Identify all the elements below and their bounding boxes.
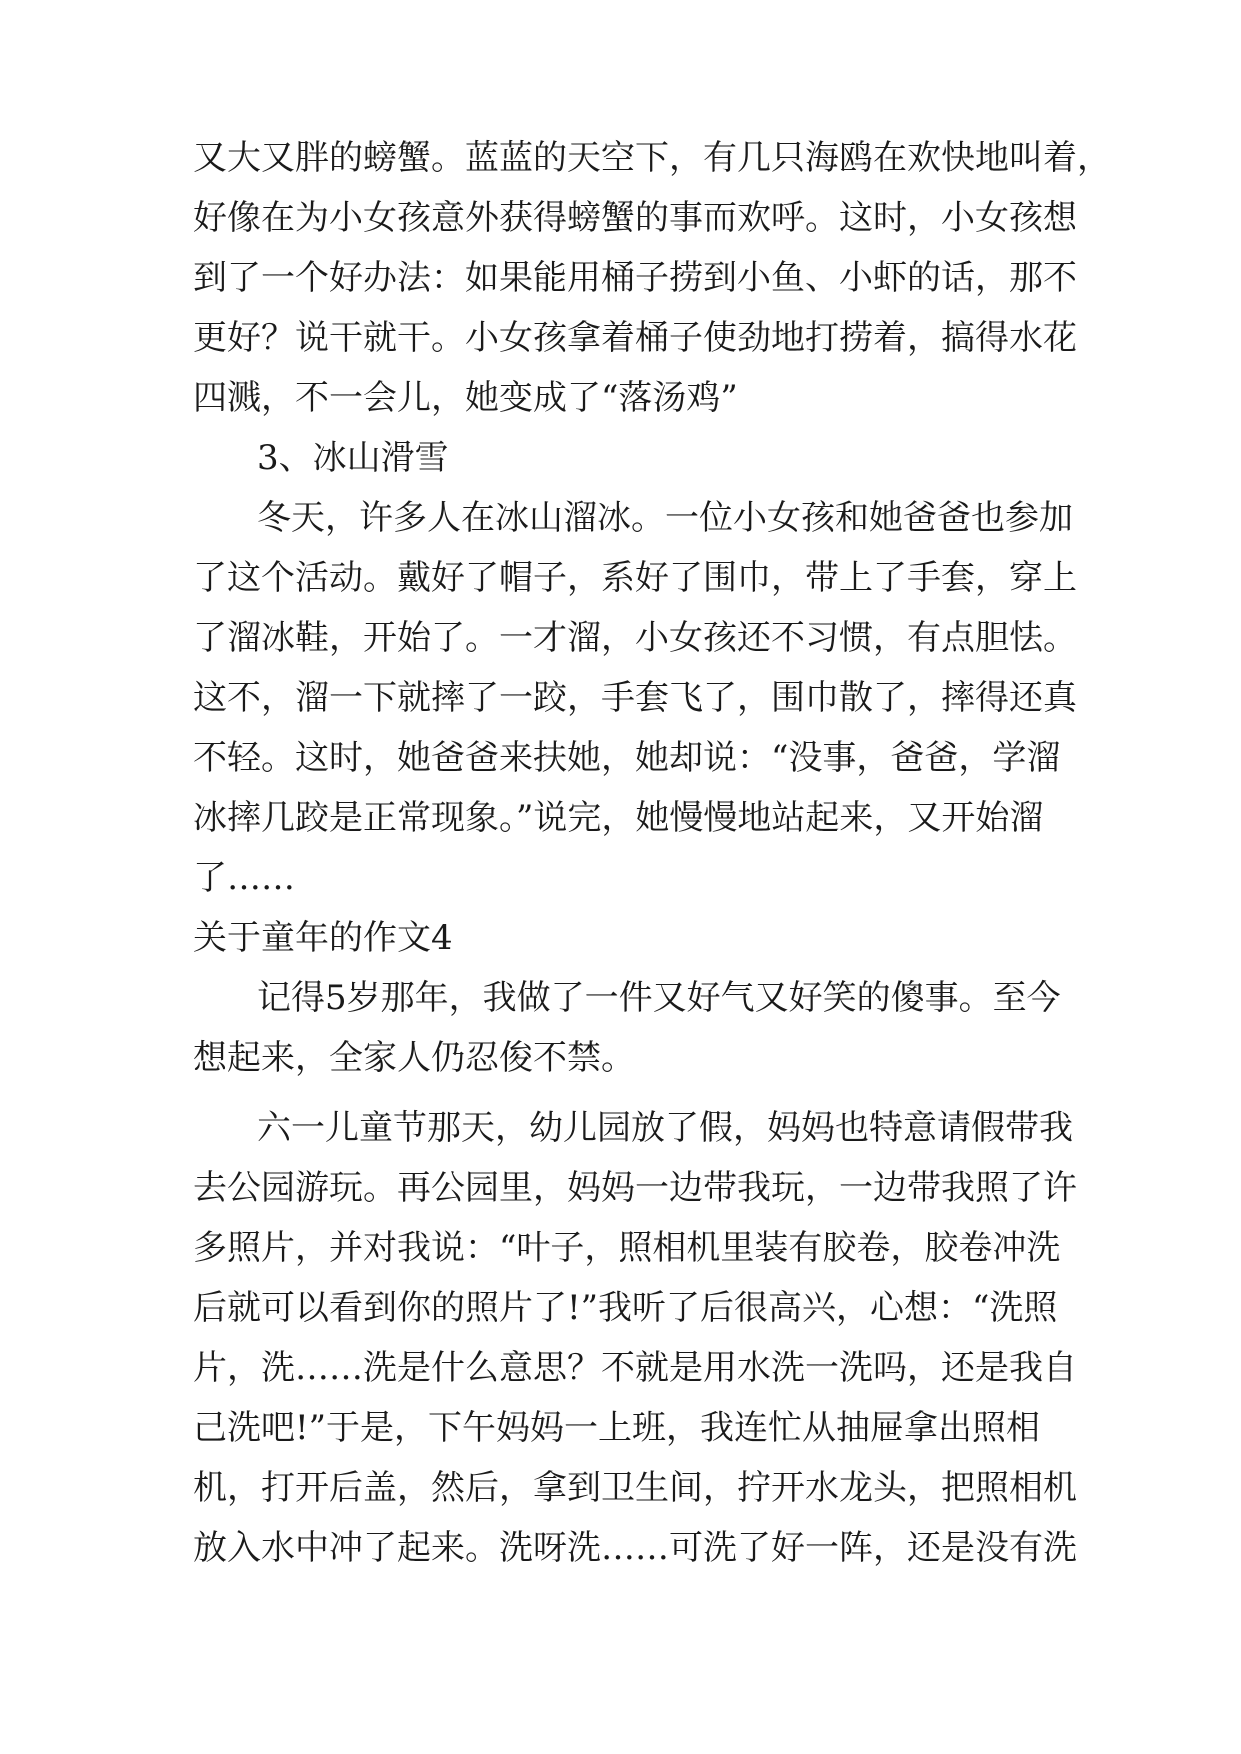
text-line: 了溜冰鞋，开始了。一才溜，小女孩还不习惯，有点胆怯。 bbox=[193, 618, 1077, 658]
text-line: 冰摔几跤是正常现象。”说完，她慢慢地站起来，又开始溜 bbox=[193, 798, 1044, 838]
text-line: 放入水中冲了起来。洗呀洗……可洗了好一阵，还是没有洗 bbox=[193, 1528, 1077, 1568]
text-line: 去公园游玩。再公园里，妈妈一边带我玩，一边带我照了许 bbox=[193, 1168, 1077, 1208]
text-line: 六一儿童节那天，幼儿园放了假，妈妈也特意请假带我 bbox=[257, 1108, 1073, 1148]
text-line: 机，打开后盖，然后，拿到卫生间，拧开水龙头，把照相机 bbox=[193, 1468, 1077, 1508]
text-line: 到了一个好办法：如果能用桶子捞到小鱼、小虾的话，那不 bbox=[193, 258, 1077, 298]
text-line: 多照片，并对我说：“叶子，照相机里装有胶卷，胶卷冲洗 bbox=[193, 1228, 1061, 1268]
section-heading: 3、冰山滑雪 bbox=[257, 438, 449, 478]
text-line: 了…… bbox=[193, 858, 295, 898]
text-line: 记得5岁那年，我做了一件又好气又好笑的傻事。至今 bbox=[257, 978, 1061, 1018]
text-line: 更好？说干就干。小女孩拿着桶子使劲地打捞着，搞得水花 bbox=[193, 318, 1077, 358]
text-line: 又大又胖的螃蟹。蓝蓝的天空下，有几只海鸥在欢快地叫着， bbox=[193, 138, 1111, 178]
text-line: 这不，溜一下就摔了一跤，手套飞了，围巾散了，摔得还真 bbox=[193, 678, 1077, 718]
text-line: 冬天，许多人在冰山溜冰。一位小女孩和她爸爸也参加 bbox=[257, 498, 1073, 538]
text-line: 后就可以看到你的照片了!”我听了后很高兴，心想：“洗照 bbox=[193, 1288, 1058, 1328]
text-line: 片，洗……洗是什么意思？不就是用水洗一洗吗，还是我自 bbox=[193, 1348, 1077, 1388]
text-line: 好像在为小女孩意外获得螃蟹的事而欢呼。这时，小女孩想 bbox=[193, 198, 1077, 238]
text-line: 不轻。这时，她爸爸来扶她，她却说：“没事，爸爸，学溜 bbox=[193, 738, 1061, 778]
text-line: 想起来，全家人仍忍俊不禁。 bbox=[193, 1038, 635, 1078]
text-line: 己洗吧!”于是，下午妈妈一上班，我连忙从抽屉拿出照相 bbox=[193, 1408, 1041, 1448]
essay-title: 关于童年的作文4 bbox=[193, 918, 453, 958]
text-line: 了这个活动。戴好了帽子，系好了围巾，带上了手套，穿上 bbox=[193, 558, 1077, 598]
text-line: 四溅，不一会儿，她变成了“落汤鸡” bbox=[193, 378, 738, 418]
